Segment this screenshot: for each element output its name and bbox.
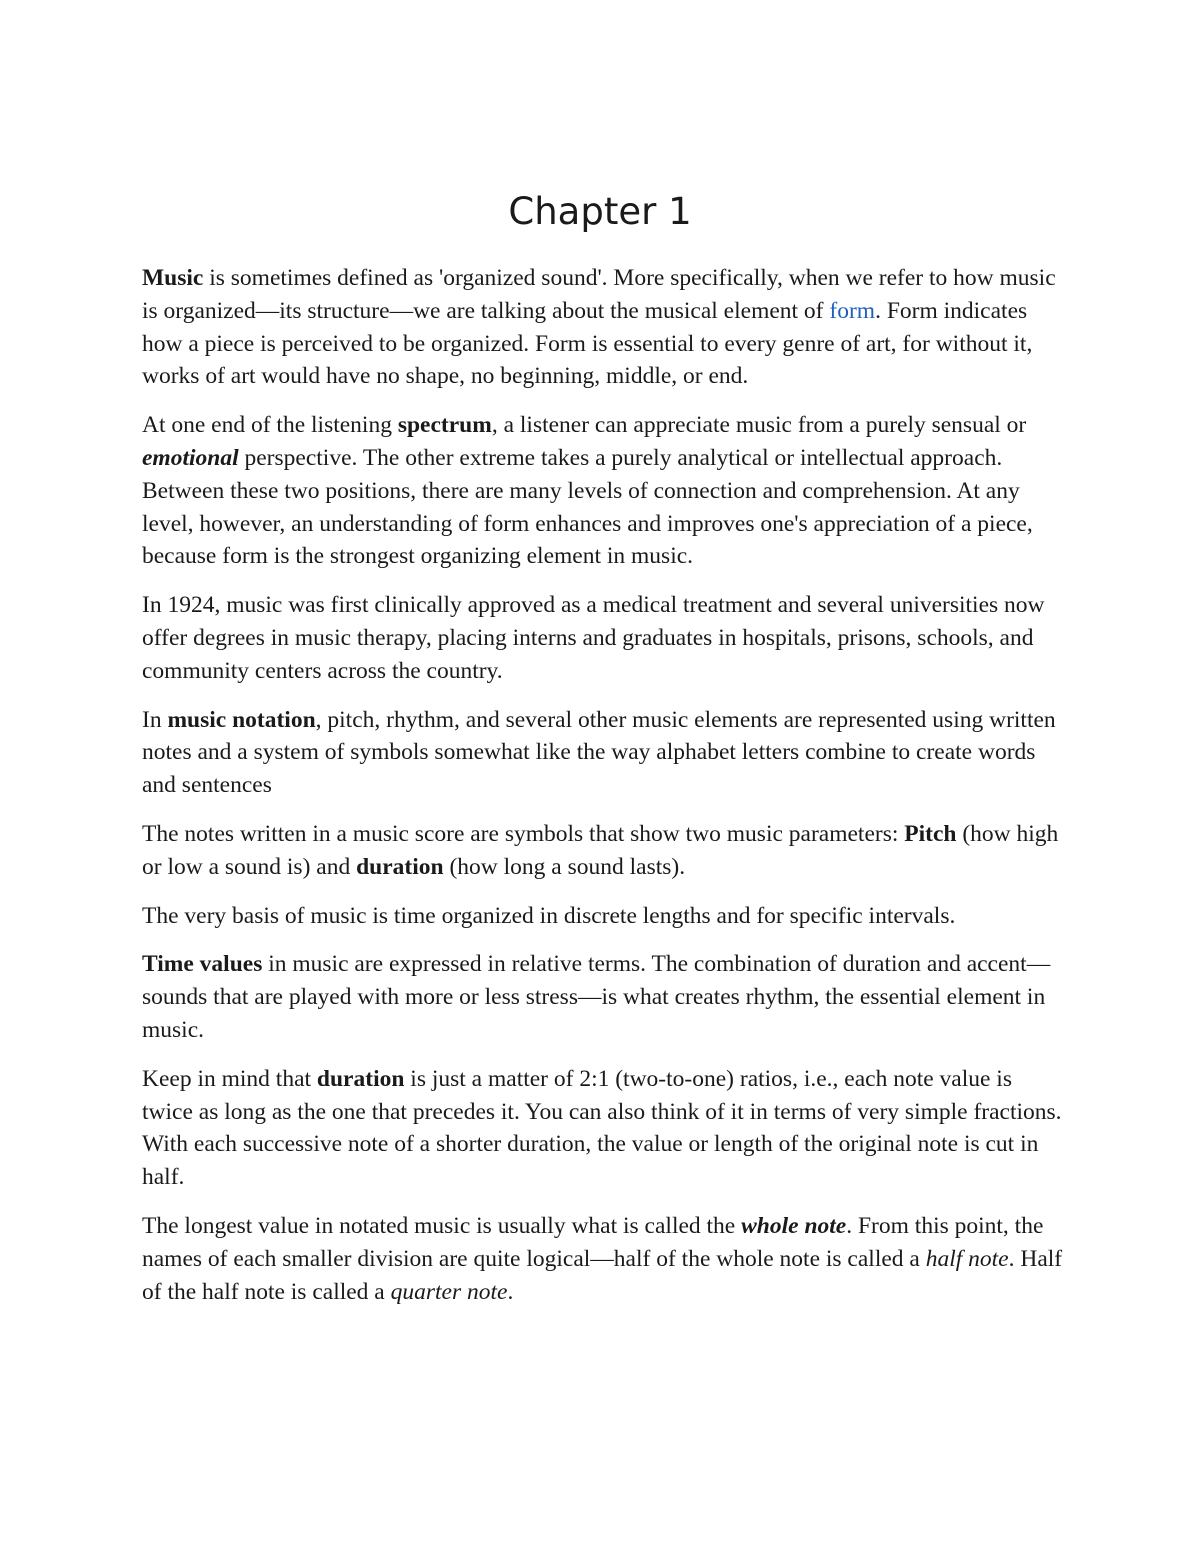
paragraph-listening-spectrum [142, 409, 1067, 573]
term-music-notation: music notation [167, 706, 316, 733]
paragraph-duration-ratios [142, 1063, 1067, 1194]
paragraph-text: . [507, 1278, 514, 1305]
paragraph-time-basis [142, 900, 1067, 933]
form-link[interactable]: form [829, 297, 876, 324]
paragraph-text: The very basis of music is time organized in discrete lengths and for specific intervals. [142, 902, 956, 929]
term-spectrum: spectrum [397, 412, 492, 439]
paragraph-music-definition [142, 262, 1067, 393]
paragraph-music-notation [142, 704, 1067, 802]
paragraph-text: Keep in mind that [142, 1065, 317, 1092]
paragraph-text: (how long a sound lasts). [443, 853, 686, 880]
paragraph-time-values [142, 948, 1067, 1046]
paragraph-text: . Form indicates how a piece is perceived to be organized. Form is essential to every genre of art, for without it, works of art would have no shape, no beginning, middle, or end. [142, 297, 1033, 390]
paragraph-text: . From this point, the names of each smaller division are quite logical—half of the whole note is called a [142, 1212, 1044, 1272]
paragraph-text: At one end of the listening [142, 412, 398, 439]
paragraph-text: in music are expressed in relative terms. The combination of duration and accent—sounds that are played with more or less stress—is what creates rhythm, the essential element in music. [142, 951, 1051, 1043]
paragraph-text: is sometimes defined as 'organized sound'. More specifically, when we refer to how music is organized—its structure—we are talking about the musical element of [142, 265, 1056, 324]
term-half-note: half note [925, 1245, 1009, 1272]
paragraph-note-values [142, 1210, 1067, 1308]
term-music: Music [142, 265, 204, 291]
paragraph-text: is just a matter of 2:1 (two-to-one) ratios, i.e., each note value is twice as long as the one that precedes it. You can also think of it in terms of very simple fractions. With each successive note of a shorter duration, the value or length of the original note is cut in half. [142, 1065, 1062, 1191]
paragraph-text: In 1924, music was first clinically approved as a medical treatment and several universities now offer degrees in music therapy, placing interns and graduates in hospitals, prisons, schools, and community centers across the country. [142, 592, 1045, 684]
term-pitch: Pitch [904, 820, 957, 847]
term-duration: duration [316, 1065, 405, 1092]
term-time-values: Time values [142, 951, 263, 978]
paragraph-text: The longest value in notated music is usually what is called the [142, 1212, 742, 1239]
term-duration: duration [356, 853, 444, 880]
paragraph-music-therapy [142, 589, 1067, 687]
paragraph-text: , pitch, rhythm, and several other music elements are represented using written notes and a system of symbols somewhat like the way alphabet letters combine to create words and sentences [142, 706, 1056, 799]
term-whole-note: whole note [741, 1212, 847, 1239]
term-emotional: emotional [142, 444, 239, 471]
paragraph-notes-parameters [142, 818, 1067, 884]
paragraph-text: In [142, 706, 168, 733]
paragraph-text: , a listener can appreciate music from a purely sensual or [491, 412, 1027, 439]
paragraph-text: (how high or low a sound is) and [142, 820, 1059, 880]
paragraph-text: . Half of the half note is called a [142, 1245, 1063, 1305]
paragraph-text: perspective. The other extreme takes a purely analytical or intellectual approach. Between these two positions, there are many levels of connection and comprehension. At any level, however, an understanding of form enhances and improves one's appreciation of a piece, because form is the strongest organizing element in music. [142, 444, 1033, 570]
term-quarter-note: quarter note [390, 1278, 508, 1305]
paragraph-text: The notes written in a music score are symbols that show two music parameters: [142, 820, 905, 847]
chapter-title: Chapter 1 [508, 190, 692, 233]
document-body [142, 262, 1067, 1324]
